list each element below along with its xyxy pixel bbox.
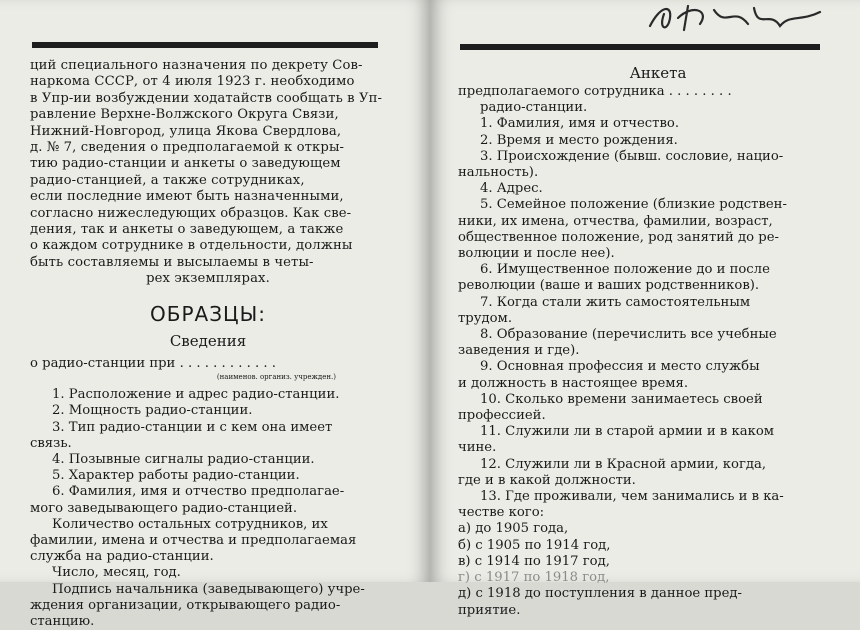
q-3: 3. Происхождение (бывш. сословие, нацио- — [480, 148, 784, 164]
about-text: о радио-станции при — [30, 355, 176, 371]
q-13: 13. Где проживали, чем занимались и в ка- — [480, 489, 784, 505]
intro-line-9: если последние имеют быть назначенными, — [30, 189, 344, 205]
left-column — [30, 58, 386, 630]
section-subheading: Сведения — [169, 331, 247, 350]
q-11: 11. Служили ли в старой армии и в каком — [480, 424, 775, 440]
q-9-cont: и должность в настоящее время. — [458, 375, 689, 391]
intro-line-14: рех экземплярах. — [146, 271, 270, 287]
item-4: 4. Позывные сигналы радио-станции. — [52, 451, 315, 467]
q-5-cont-2: общественное положение, род занятий до ре- — [458, 229, 779, 245]
item-6: 6. Фамилия, имя и отчество предполагае- — [52, 484, 345, 500]
item-3: 3. Тип радио-станции и с кем она имеет — [52, 419, 333, 435]
handwritten-signature — [630, 0, 830, 34]
q-11-cont: чине. — [458, 440, 497, 456]
item-3-cont: связь. — [30, 435, 72, 451]
q-2: 2. Время и место рождения. — [480, 132, 678, 148]
q-7-cont: трудом. — [458, 310, 513, 326]
about-dots: . . . . . . . . . . . . — [179, 355, 276, 371]
intro-line-12: о каждом сотруднике в отдельности, должны — [30, 238, 353, 254]
q-12-cont: где и в какой должности. — [458, 472, 636, 488]
q-13-d: д) с 1918 до поступления в данное пред- — [458, 586, 742, 602]
item-6-cont: мого заведывающего радио-станцией. — [30, 500, 298, 516]
about-note: (наименов. организ. учрежден.) — [216, 372, 336, 381]
q-13-a: а) до 1905 года, — [458, 521, 569, 537]
item-2: 2. Мощность радио-станции. — [52, 403, 253, 419]
q-13-b: б) с 1905 по 1914 год, — [458, 537, 611, 553]
q-6: 6. Имущественное положение до и после — [480, 262, 770, 278]
intro-line-5: Нижний-Новгород, улица Якова Свердлова, — [30, 123, 342, 139]
item-1: 1. Расположение и адрес радио-станции. — [52, 387, 340, 403]
staff-line-1: Количество остальных сотрудников, их — [52, 516, 328, 532]
q-13-v: в) с 1914 по 1917 год, — [458, 553, 610, 569]
intro-line-3: в Упр-ии возбуждении ходатайств сообщать в Уп- — [30, 90, 383, 106]
staff-line-2: фамилии, имена и отчества и предполагаемая — [30, 532, 357, 548]
q-1: 1. Фамилия, имя и отчество. — [480, 116, 680, 132]
right-column — [458, 64, 858, 619]
q-10: 10. Сколько времени занимаетесь своей — [480, 391, 763, 407]
top-rule — [32, 42, 378, 48]
intro-line-6: д. № 7, сведения о предполагаемой к откры- — [30, 140, 345, 156]
intro-line-8: радио-станцией, а также сотрудниках, — [30, 172, 305, 188]
q-3-cont: нальность). — [458, 165, 539, 181]
q-5-cont-1: ники, их имена, отчества, фамилии, возраст, — [458, 213, 773, 229]
q-6-cont: революции (ваше и ваших родственников). — [458, 278, 760, 294]
intro-line-7: тию радио-станции и анкеты о заведующем — [30, 156, 341, 172]
q-8-cont: заведения и где). — [458, 343, 580, 359]
q-13-g: г) с 1917 по 1918 год, — [458, 570, 610, 586]
q-9: 9. Основная профессия и место службы — [480, 359, 760, 375]
signature-line-2: ждения организации, открывающего радио- — [30, 597, 341, 613]
q-7: 7. Когда стали жить самостоятельным — [480, 294, 751, 310]
right-page — [430, 0, 860, 618]
questionnaire-intro-2: радио-станции. — [480, 100, 588, 116]
intro-line-13: быть составляемы и высылаемы в четы- — [30, 254, 314, 270]
top-rule — [460, 44, 820, 50]
questionnaire-title: Анкета — [629, 64, 687, 82]
q-4: 4. Адрес. — [480, 181, 543, 197]
staff-line-3: служба на радио-станции. — [30, 549, 214, 565]
signature-line-1: Подпись начальника (заведывающего) учре- — [52, 581, 365, 597]
signature-line-3: станцию. — [30, 613, 95, 629]
intro-line-4: равление Верхне-Волжского Округа Связи, — [30, 107, 339, 123]
item-5: 5. Характер работы радио-станции. — [52, 468, 300, 484]
date-line: Число, месяц, год. — [52, 565, 181, 581]
q-13-cont: честве кого: — [458, 505, 545, 521]
section-heading: ОБРАЗЦЫ: — [150, 301, 266, 326]
questionnaire-intro-1: предполагаемого сотрудника . . . . . . . . — [458, 84, 732, 99]
q-12: 12. Служили ли в Красной армии, когда, — [480, 456, 767, 472]
q-5: 5. Семейное положение (близкие родствен- — [480, 197, 787, 213]
q-5-cont-3: волюции и после нее). — [458, 246, 615, 262]
intro-line-11: дения, так и анкеты о заведующем, а также — [30, 222, 344, 238]
q-13-d-cont: приятие. — [458, 602, 521, 618]
q-8: 8. Образование (перечислить все учебные — [480, 327, 777, 343]
intro-line-2: наркома СССР, от 4 июля 1923 г. необходимо — [30, 74, 355, 90]
left-page — [0, 0, 430, 629]
q-10-cont: профессией. — [458, 408, 546, 424]
intro-line-10: согласно нижеследующих образцов. Как све- — [30, 205, 352, 221]
intro-line-1: ций специального назначения по декрету Сов- — [30, 58, 363, 73]
